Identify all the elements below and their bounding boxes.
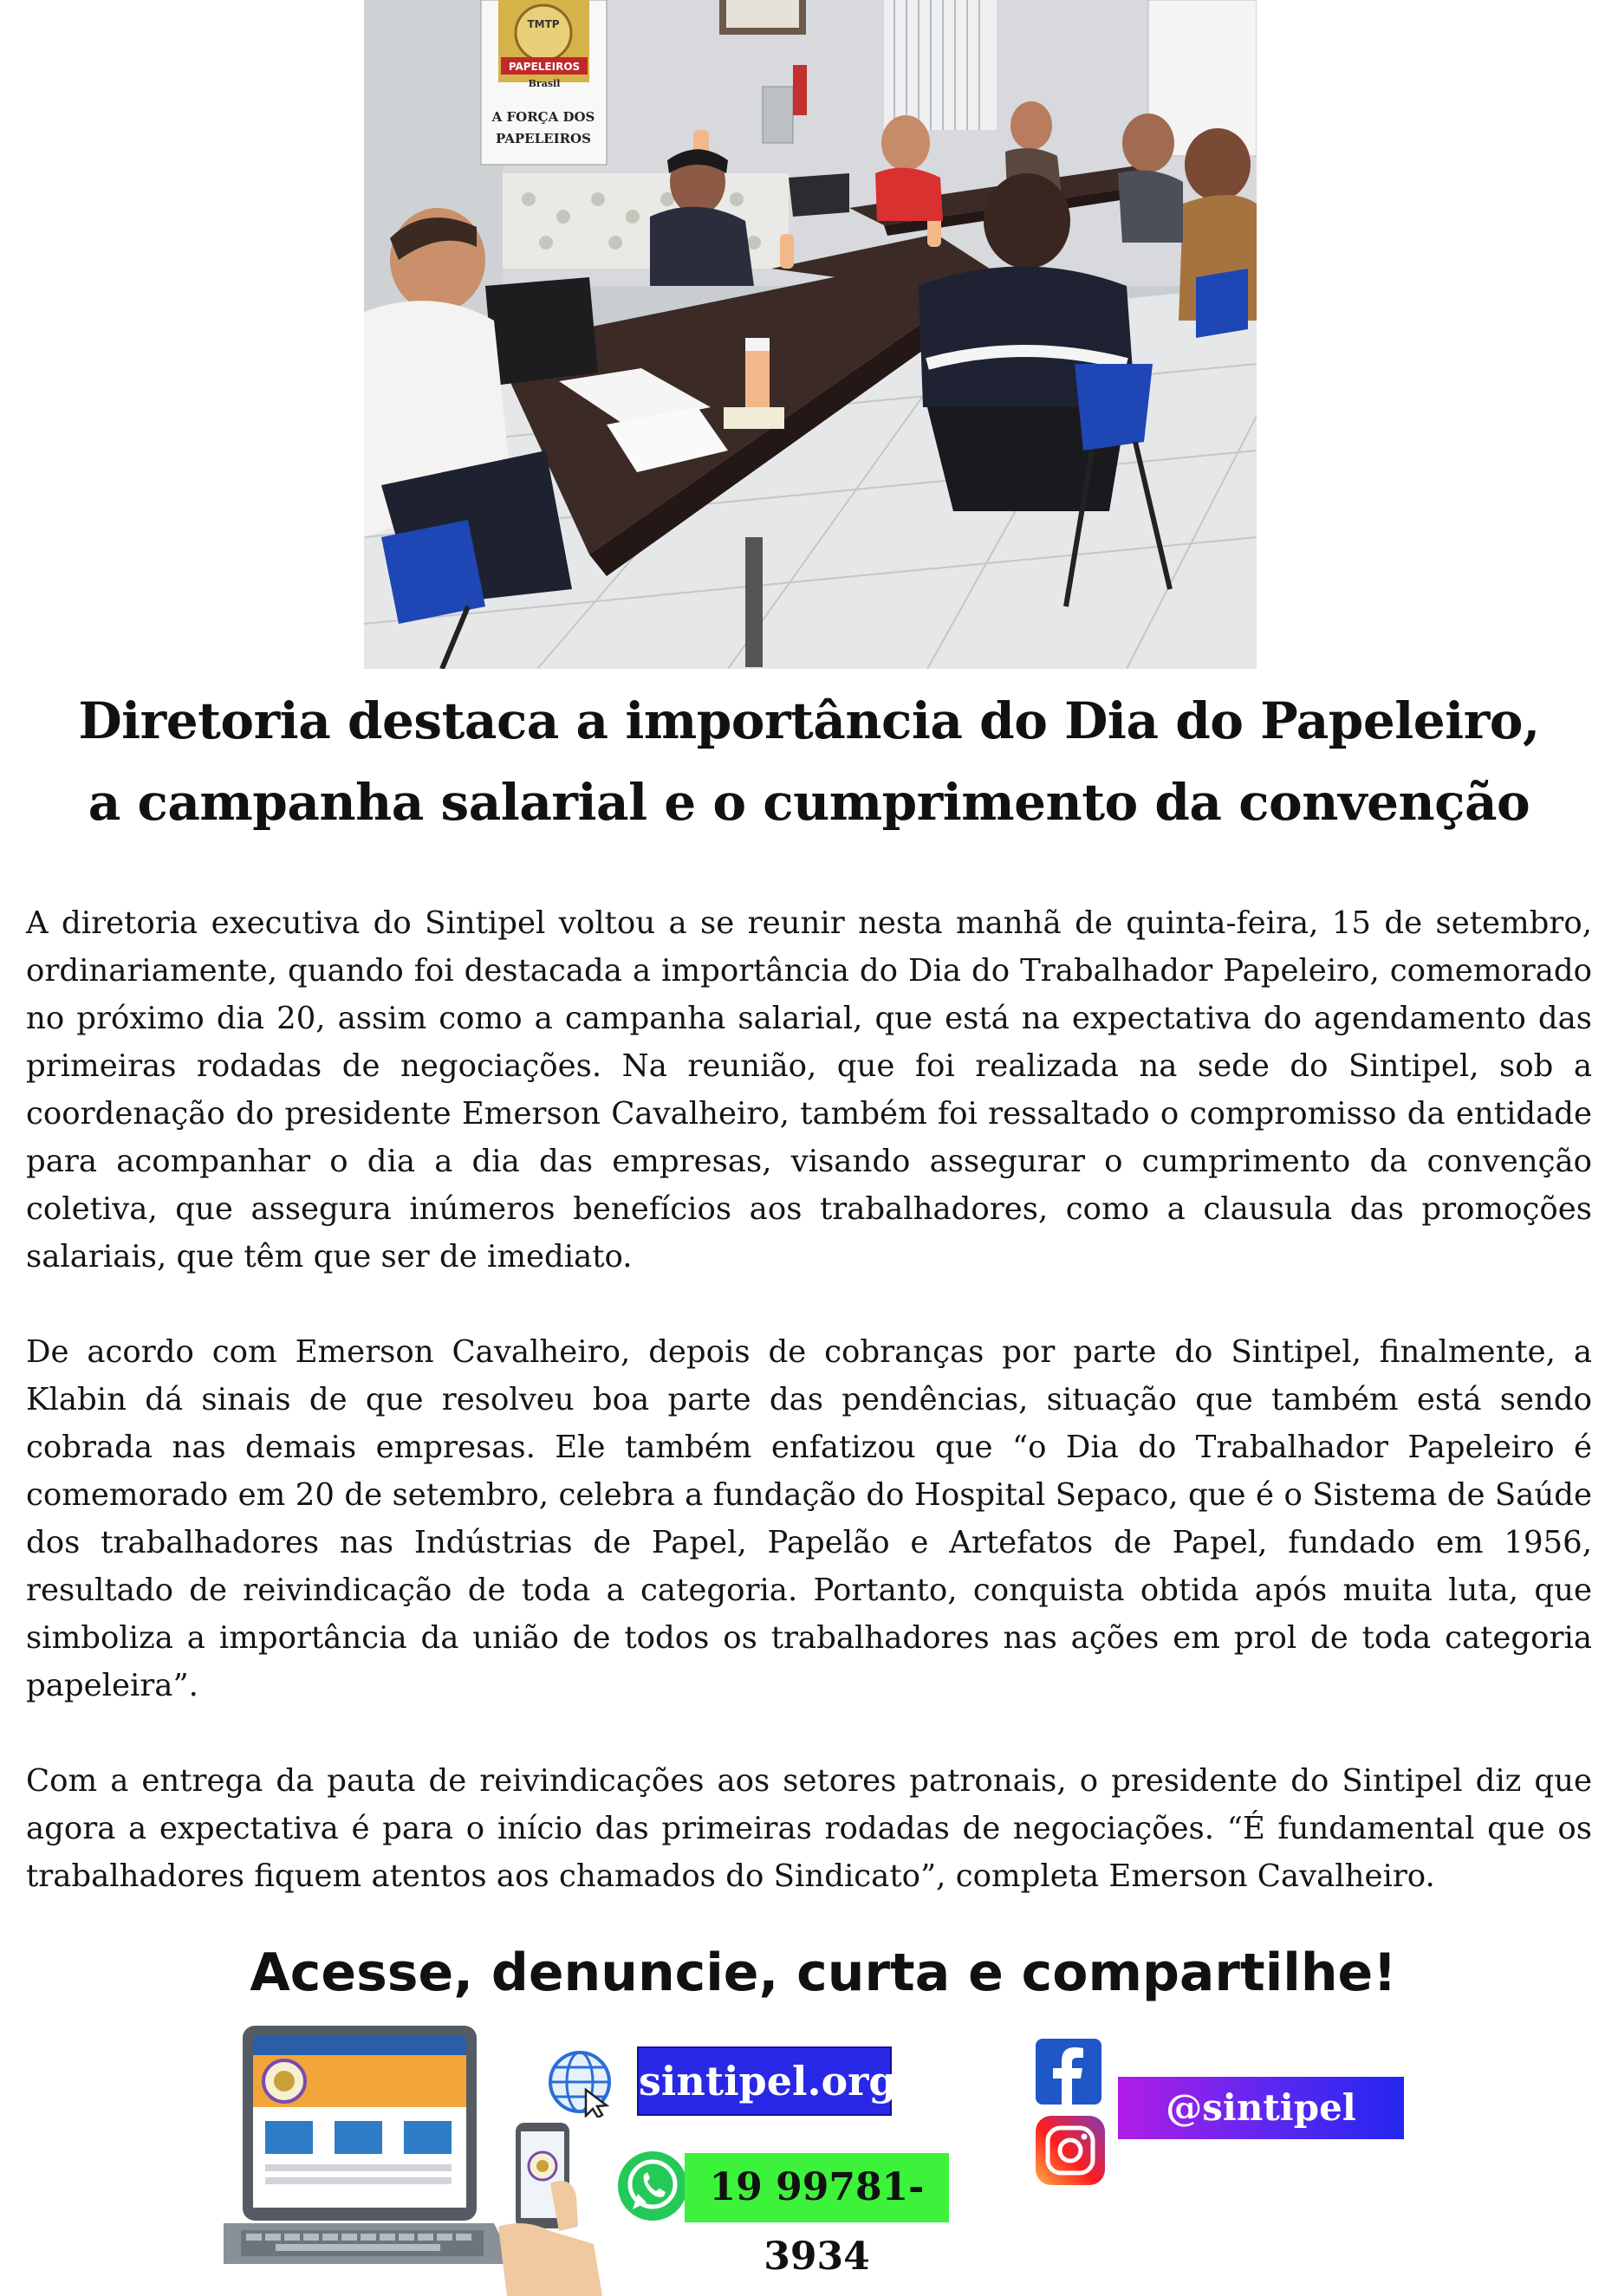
whatsapp-icon [615, 2149, 690, 2223]
facebook-icon [1036, 2039, 1101, 2105]
phone-icon [498, 2123, 611, 2296]
banner-title: PAPELEIROS [508, 61, 581, 73]
headline-line-1: Diretoria destaca a importância do Dia do Papeleiro, [78, 691, 1540, 750]
banner-badge: TMTP [527, 18, 560, 30]
globe-icon [544, 2046, 615, 2118]
banner-slogan-line2: PAPELEIROS [496, 131, 591, 146]
promo-banner [217, 1932, 1430, 2287]
whatsapp-number[interactable]: 19 99781-3934 [685, 2153, 949, 2222]
website-link[interactable]: sintipel.org.br [637, 2046, 892, 2116]
article-paragraph-2: De acordo com Emerson Cavalheiro, depois de cobranças por parte do Sintipel, finalmente, a Klabin dá sinais de que resolveu boa parte das pendências, situação que também está sendo cobrada nas demais empresas. Ele também enfatizou que “o Dia do Trabalhador Papeleiro é comemorado em 20 de setembro, celebra a fundação do Hospital Sepaco, que é o Sistema de Saúde dos trabalhadores nas Indústrias de Papel, Papelão e Artefatos de Papel, fundado em 1956, resultado de reivindicação de toda a categoria. Portanto, conquista obtida após muita luta, que simboliza a importância da união de todos os trabalhadores nas ações em prol de toda categoria papeleira”. [26, 1334, 1592, 1703]
banner-slogan-line1: A FORÇA DOS [491, 109, 595, 125]
banner-subtitle: Brasil [528, 78, 561, 89]
article-paragraph-1: A diretoria executiva do Sintipel voltou a se reunir nesta manhã de quinta-feira, 15 de setembro, ordinariamente, quando foi destacada a importância do Dia do Trabalhador Papeleiro, comemorado no próximo dia 20, assim como a campanha salarial, que está na expectativa do agendamento das primeiras rodadas de negociações. Na reunião, que foi realizada na sede do Sintipel, sob a coordenação do presidente Emerson Cavalheiro, também foi ressaltado o compromisso da entidade para acompanhar o dia a dia das empresas, visando assegurar o cumprimento da convenção coletiva, que assegura inúmeros benefícios aos trabalhadores, como a clausula das promoções salariais, que têm que ser de imediato. [26, 905, 1592, 1274]
article-headline [17, 680, 1601, 843]
meeting-photo [364, 0, 1257, 669]
headline-line-2: a campanha salarial e o cumprimento da convenção [88, 773, 1530, 832]
instagram-icon [1036, 2116, 1105, 2185]
article-body [26, 899, 1592, 1948]
article-paragraph-3: Com a entrega da pauta de reivindicações aos setores patronais, o presidente do Sintipel diz que agora a expectativa é para o início das primeiras rodadas de negociações. “É fundamental que os trabalhadores fiquem atentos aos chamados do Sindicato”, completa Emerson Cavalheiro. [26, 1763, 1592, 1894]
promo-title: Acesse, denuncie, curta e compartilhe! [250, 1943, 1397, 2003]
meeting-photo-illustration [364, 0, 1257, 669]
laptop-icon [224, 2026, 518, 2290]
social-handle[interactable]: @sintipel [1118, 2077, 1404, 2139]
